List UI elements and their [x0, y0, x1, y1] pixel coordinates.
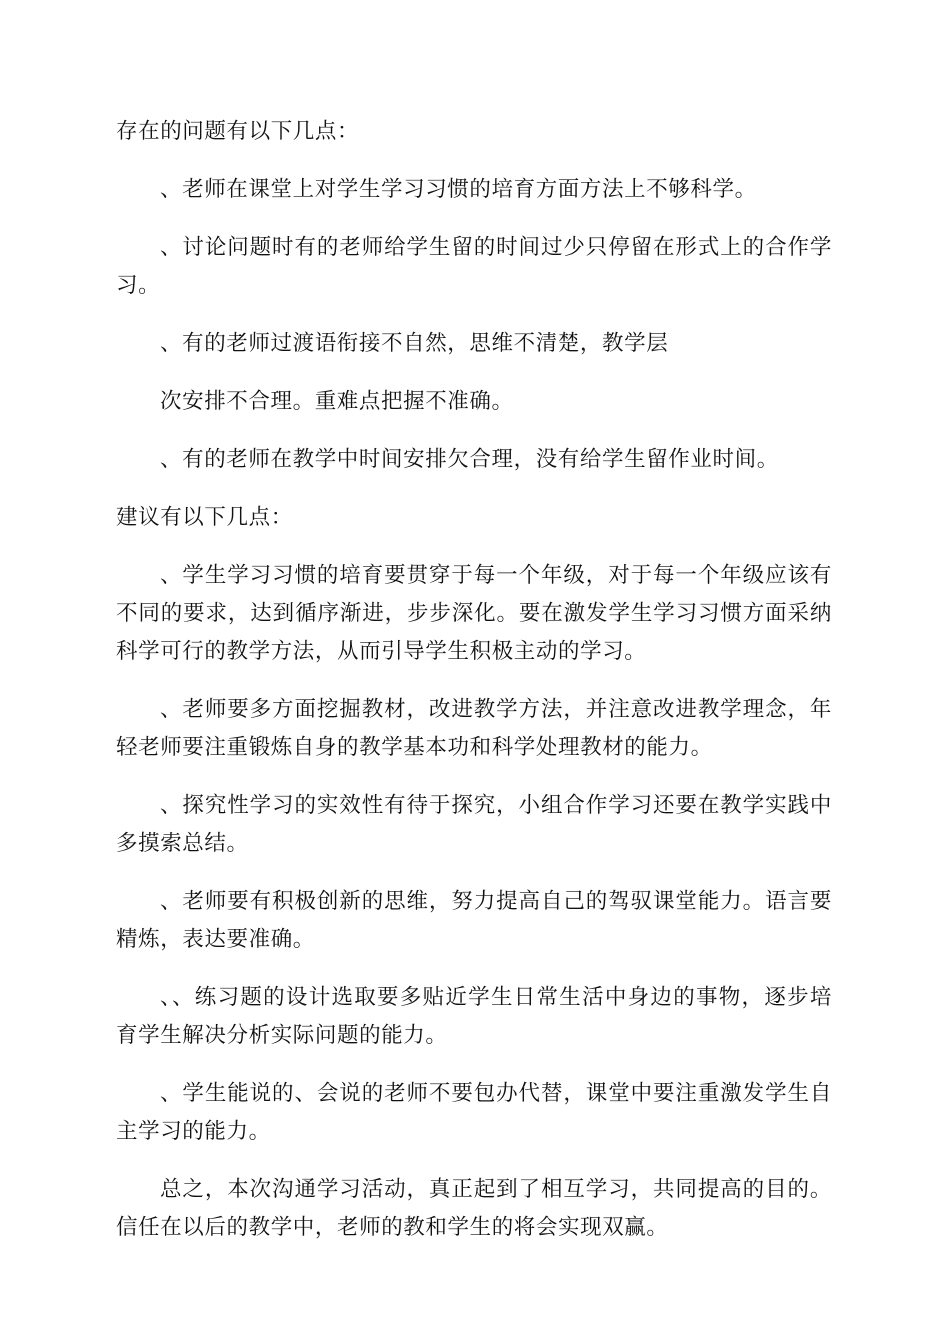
paragraph-problem-4: 、有的老师在教学中时间安排欠合理，没有给学生留作业时间。 — [160, 447, 779, 472]
paragraph-problem-3a: 、有的老师过渡语衔接不自然，思维不清楚，教学层 — [160, 331, 669, 356]
paragraph-problem-1: 、老师在课堂上对学生学习习惯的培育方面方法上不够科学。 — [160, 177, 757, 202]
paragraph-problems-heading: 存在的问题有以下几点： — [116, 119, 360, 144]
paragraph-suggestion-4: 、老师要有积极创新的思维，努力提高自己的驾驭课堂能力。语言要精炼，表达要准确。 — [116, 889, 832, 952]
paragraph-suggestion-6: 、学生能说的、会说的老师不要包办代替，课堂中要注重激发学生自主学习的能力。 — [116, 1081, 832, 1144]
paragraph-suggestion-5: 、、练习题的设计选取要多贴近学生日常生活中身边的事物，逐步培育学生解决分析实际问题的能力。 — [116, 985, 832, 1048]
paragraph-problem-2: 、讨论问题时有的老师给学生留的时间过少只停留在形式上的合作学习。 — [116, 235, 832, 298]
paragraph-conclusion: 总之，本次沟通学习活动，真正起到了相互学习，共同提高的目的。信任在以后的教学中，老师的教和学生的将会实现双赢。 — [116, 1177, 832, 1240]
paragraph-suggestion-2: 、老师要多方面挖掘教材，改进教学方法，并注意改进教学理念，年轻老师要注重锻炼自身的教学基本功和科学处理教材的能力。 — [116, 697, 832, 760]
paragraph-suggestion-3: 、探究性学习的实效性有待于探究，小组合作学习还要在教学实践中多摸索总结。 — [116, 793, 832, 856]
paragraph-suggestion-1: 、学生学习习惯的培育要贯穿于每一个年级，对于每一个年级应该有不同的要求，达到循序渐进，步步深化。要在激发学生学习习惯方面采纳科学可行的教学方法，从而引导学生积极主动的学习。 — [116, 563, 832, 664]
paragraph-suggestions-heading: 建议有以下几点： — [116, 505, 293, 530]
paragraph-problem-3b: 次安排不合理。重难点把握不准确。 — [160, 389, 514, 414]
